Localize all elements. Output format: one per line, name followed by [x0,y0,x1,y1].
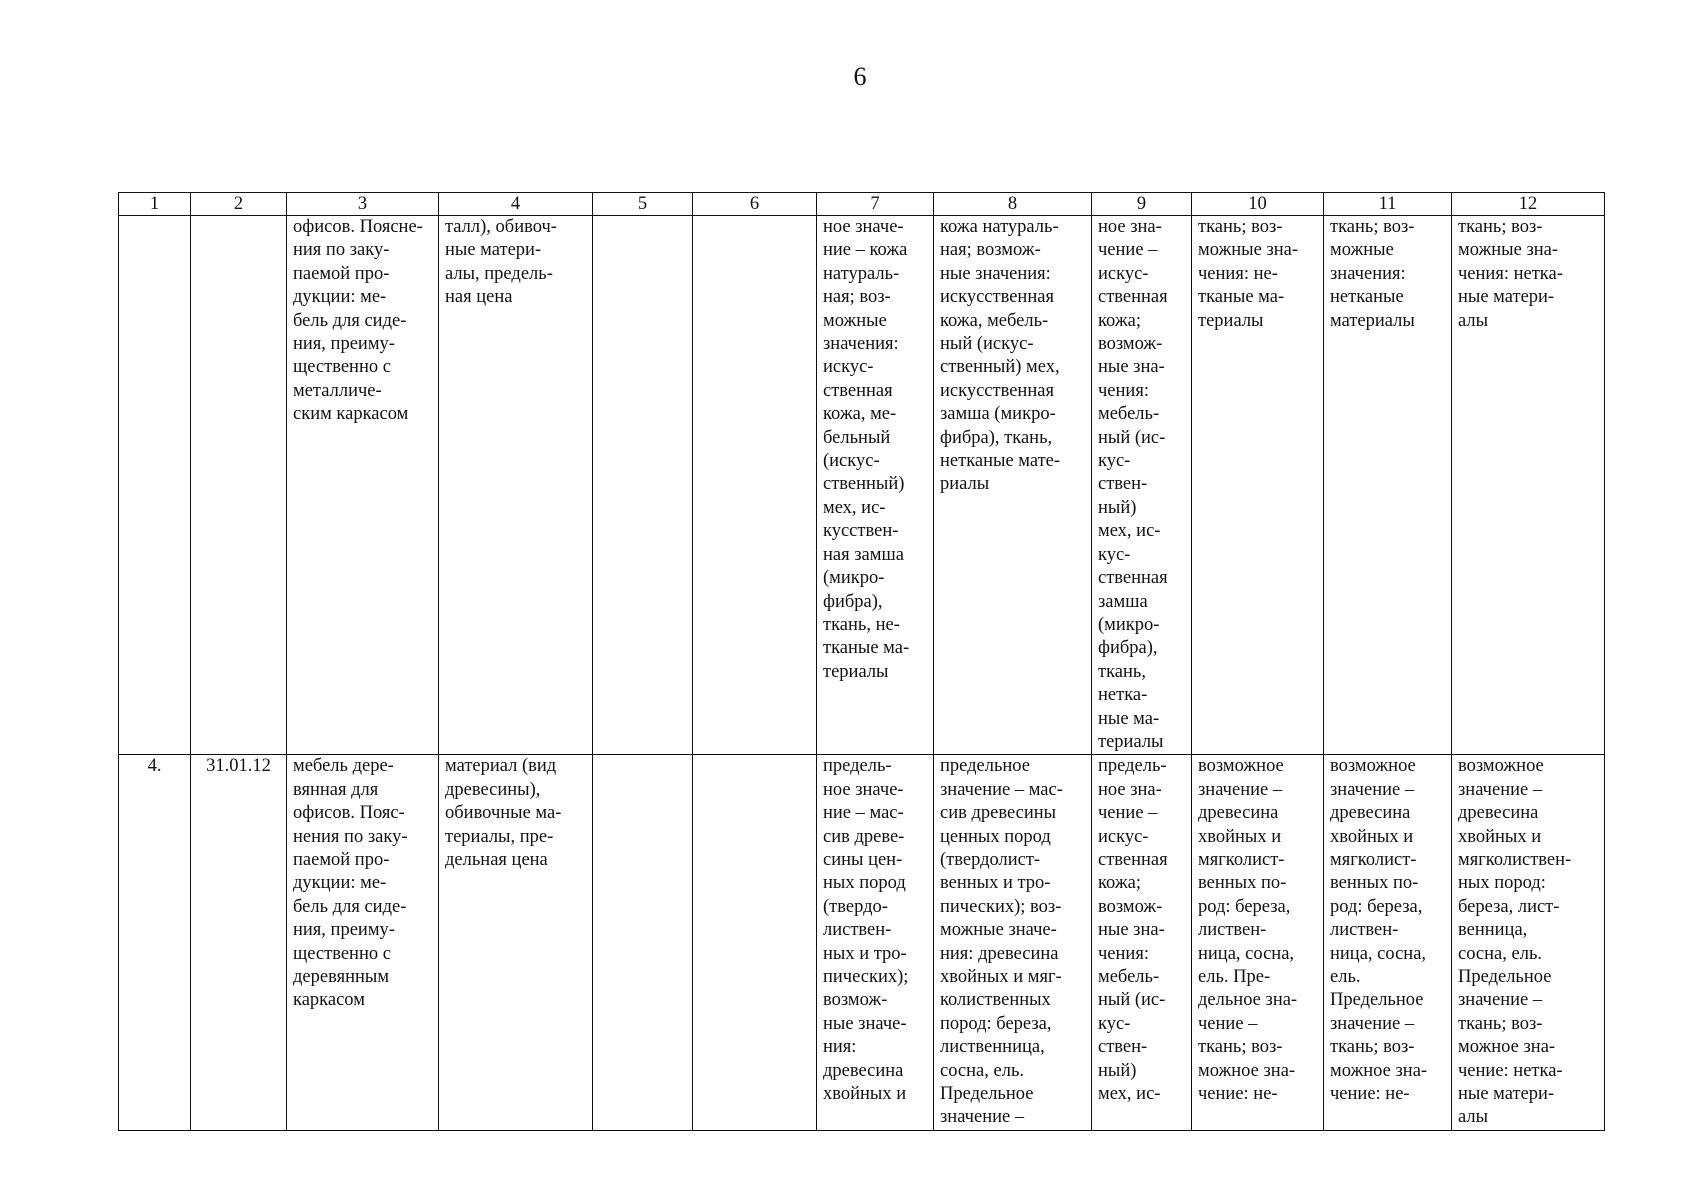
cell-line: (микро- [823,568,885,589]
row-number-cell [119,216,191,755]
cell-line: искусственная [940,287,1054,308]
cell-line: офисов. Поясне- [293,217,423,237]
cell-line: материал (вид [445,756,557,777]
cell-line: ственная [1098,287,1168,308]
cell-line: замша [1098,591,1148,612]
characteristics-cell [439,755,593,1131]
cell-line: ная цена [445,287,513,308]
cell-line: колиственных [940,990,1051,1011]
value-cell-col7 [817,216,934,755]
cell-line: чение – [1098,803,1158,824]
cell-line: значение – [1330,779,1415,800]
value-cell-col11 [1324,216,1452,755]
cell-line: хвойных и [823,1084,907,1105]
cell-line: чения: нетка- [1458,263,1563,284]
cell-line: древесина [823,1060,904,1081]
cell-line: (твердолист- [940,849,1041,870]
cell-line: ткань; воз- [1330,1037,1415,1058]
cell-line: ные матери- [1458,287,1555,308]
cell-line: мягколист- [1198,849,1285,870]
cell-line: можное зна- [1198,1060,1296,1081]
cell-line: мебель- [1098,967,1160,987]
cell-line: венных и тро- [940,873,1051,894]
cell-line: (твердо- [823,896,888,917]
cell-line: кус- [1098,451,1131,472]
column-header: 5 [593,193,693,216]
cell-line: предель- [1098,756,1167,777]
cell-line: возможное [1330,756,1416,777]
cell-line: пических); [823,967,909,987]
cell-line: ния: [823,1037,857,1058]
cell-line: ния по заку- [293,240,390,261]
cell-line: ель. [1330,967,1361,987]
cell-line: чение: не- [1198,1084,1278,1105]
cell-line: значения: [1330,263,1406,284]
cell-line: мех, ис- [823,497,886,518]
column-header: 11 [1324,193,1452,216]
cell-line: каркасом [293,990,365,1011]
cell-line: (искус- [823,451,880,472]
cell-line: ния: древесина [940,943,1059,964]
cell-line: фибра), [1098,638,1158,659]
cell-line: мягколиствен- [1458,849,1572,870]
column-header: 2 [191,193,287,216]
cell-line: листвен- [1198,920,1267,941]
cell-line: обивочные ма- [445,803,562,824]
column-header: 9 [1092,193,1192,216]
cell-line: тканые ма- [1198,287,1285,308]
product-name-cell [287,755,439,1131]
cell-line: можные зна- [1458,240,1559,261]
empty-cell [593,216,693,755]
cell-line: чение: не- [1330,1084,1410,1105]
cell-line: ных пород: [1458,873,1546,894]
cell-line: ткань, [1098,661,1146,682]
cell-line: алы [1458,310,1489,331]
cell-line: нетканые [1330,287,1404,308]
cell-line: ния, преиму- [293,920,395,941]
value-cell-col11 [1324,755,1452,1131]
cell-line: металличе- [293,380,382,401]
cell-line: искус- [1098,826,1149,847]
cell-line: дельная цена [445,849,548,870]
row-number-cell: 4. [119,755,191,1131]
cell-line: ткань; воз- [1458,217,1543,237]
cell-line: ные ма- [1098,708,1160,729]
cell-line: Предельное [1330,990,1424,1011]
cell-line: вянная для [293,779,379,800]
characteristics-cell [439,216,593,755]
cell-line: ные значения: [940,263,1051,284]
cell-line: мягколист- [1330,849,1417,870]
cell-line: возмож- [1098,896,1163,917]
cell-line: бель для сиде- [293,310,407,331]
cell-line: ных и тро- [823,943,907,964]
cell-line: ствен- [1098,1037,1148,1058]
cell-line: венных по- [1330,873,1419,894]
cell-line: кус- [1098,544,1131,565]
value-cell-col8 [934,755,1092,1131]
cell-line: дукции: ме- [293,287,387,308]
cell-line: возмож- [1098,334,1163,355]
cell-line: кожа натураль- [940,217,1059,237]
value-cell-col9 [1092,216,1192,755]
cell-line: ственный) [823,474,905,495]
cell-line: искус- [1098,263,1149,284]
cell-line: ткань; воз- [1330,217,1415,237]
cell-line: алы, предель- [445,263,553,284]
cell-line: ные зна- [1098,920,1165,941]
cell-line: Предельное [940,1084,1034,1105]
cell-line: значение – [1458,779,1543,800]
cell-line: алы [1458,1107,1489,1128]
cell-line: ель. Пре- [1198,967,1271,987]
cell-line: можные зна- [1198,240,1299,261]
cell-line: Предельное [1458,967,1552,987]
cell-line: деревянным [293,967,390,987]
cell-line: береза, лист- [1458,896,1560,917]
value-cell-col8 [934,216,1092,755]
cell-line: натураль- [823,263,900,284]
cell-line: тканые ма- [823,638,910,659]
cell-line: ственная [823,380,893,401]
okpd-code-cell: 31.01.12 [191,755,287,1131]
cell-line: ственная [1098,849,1168,870]
cell-line: можное зна- [1330,1060,1428,1081]
cell-line: ница, сосна, [1198,943,1295,964]
cell-line: можное зна- [1458,1037,1556,1058]
cell-line: ница, сосна, [1330,943,1427,964]
cell-line: значение – мас- [940,779,1063,800]
cell-line: ный) [1098,497,1137,518]
cell-line: мех, ис- [1098,521,1161,542]
cell-line: сины цен- [823,849,903,870]
cell-line: риалы [940,474,990,495]
cell-line: ные матери- [445,240,542,261]
page-number: 6 [853,62,867,91]
cell-line: хвойных и [1330,826,1414,847]
cell-line: териалы [1198,310,1264,331]
cell-line: сосна, ель. [1458,943,1542,964]
cell-line: дельное зна- [1198,990,1298,1011]
cell-line: древесина [1330,803,1411,824]
cell-line: ные матери- [1458,1084,1555,1105]
cell-line: дукции: ме- [293,873,387,894]
cell-line: предель- [823,756,892,777]
cell-line: ное зна- [1098,217,1162,237]
cell-line: ние – мас- [823,803,904,824]
column-header: 10 [1192,193,1324,216]
cell-line: ный) [1098,1060,1137,1081]
empty-cell [693,755,817,1131]
cell-line: кожа; [1098,310,1141,331]
procurement-table [118,192,1605,1131]
cell-line: предельное [940,756,1030,777]
cell-line: чения: [1098,380,1149,401]
cell-line: бель для сиде- [293,896,407,917]
cell-line: замша (микро- [940,404,1056,425]
empty-cell [593,755,693,1131]
cell-line: кожа; [1098,873,1141,894]
column-header: 8 [934,193,1092,216]
cell-line: териалы, пре- [445,826,554,847]
cell-line: сив древе- [823,826,905,847]
cell-line: листвен- [823,920,892,941]
value-cell-col7 [817,755,934,1131]
column-header: 12 [1452,193,1605,216]
cell-line: ткань, не- [823,614,900,635]
cell-line: мебель дере- [293,756,394,777]
cell-line: ное значе- [823,217,904,237]
cell-line: возможное [1198,756,1284,777]
cell-line: ние – кожа [823,240,908,261]
column-header: 7 [817,193,934,216]
cell-line: хвойных и мяг- [940,967,1062,987]
cell-line: лиственница, [940,1037,1045,1058]
cell-line: териалы [1098,731,1164,752]
cell-line: фибра), [823,591,883,612]
cell-line: венных по- [1198,873,1287,894]
cell-line: чение – [1098,240,1158,261]
column-header: 3 [287,193,439,216]
cell-line: ственный) мех, [940,357,1060,378]
cell-line: искус- [823,357,874,378]
cell-line: ный (искус- [940,334,1034,355]
cell-line: сив древесины [940,803,1057,824]
cell-line: ствен- [1098,474,1148,495]
value-cell-col12 [1452,216,1605,755]
cell-line: ная замша [823,544,904,565]
cell-line: фибра), ткань, [940,427,1053,448]
cell-line: паемой про- [293,263,390,284]
cell-line: чение – [1198,1013,1258,1034]
cell-line: древесина [1458,803,1539,824]
cell-line: бельный [823,427,891,448]
cell-line: значение – [1458,990,1543,1011]
value-cell-col9 [1092,755,1192,1131]
cell-line: щественно с [293,943,391,964]
column-number-row [119,193,1605,216]
cell-line: возможное [1458,756,1544,777]
cell-line: хвойных и [1458,826,1542,847]
cell-line: паемой про- [293,849,390,870]
cell-line: нения по заку- [293,826,408,847]
cell-line: ственная [1098,568,1168,589]
cell-line: талл), обивоч- [445,217,557,237]
value-cell-col12 [1452,755,1605,1131]
cell-line: чение: нетка- [1458,1060,1563,1081]
cell-line: можные значе- [940,920,1057,941]
cell-line: ским каркасом [293,404,409,425]
cell-line: кусствен- [823,521,899,542]
cell-line: ное значе- [823,779,904,800]
cell-line: териалы [823,661,889,682]
cell-line: нетка- [1098,685,1148,706]
cell-line: кус- [1098,1013,1131,1034]
cell-line: чения: не- [1198,263,1278,284]
cell-line: (микро- [1098,614,1160,635]
cell-line: ценных пород [940,826,1051,847]
cell-line: ный (ис- [1098,427,1166,448]
cell-line: сосна, ель. [940,1060,1024,1081]
cell-line: венница, [1458,920,1528,941]
cell-line: ткань; воз- [1458,1013,1543,1034]
cell-line: материалы [1330,310,1415,331]
cell-line: офисов. Пояс- [293,803,405,824]
cell-line: род: береза, [1198,896,1291,917]
cell-line: можные [823,310,887,331]
cell-line: значение – [940,1107,1025,1128]
cell-line: ное зна- [1098,779,1162,800]
cell-line: ткань; воз- [1198,1037,1283,1058]
cell-line: ния, преиму- [293,334,395,355]
cell-line: искусственная [940,380,1054,401]
cell-line: ные зна- [1098,357,1165,378]
product-name-cell [287,216,439,755]
okpd-code-cell [191,216,287,755]
cell-line: пических); воз- [940,896,1062,917]
cell-line: древесина [1198,803,1279,824]
cell-line: значение – [1198,779,1283,800]
column-header: 6 [693,193,817,216]
cell-line: ных пород [823,873,906,894]
cell-line: нетканые мате- [940,451,1061,472]
cell-line: мех, ис- [1098,1084,1161,1105]
cell-line: значения: [823,334,899,355]
cell-line: чения: [1098,943,1149,964]
cell-line: ные значе- [823,1013,907,1034]
cell-line: возмож- [823,990,888,1011]
cell-line: щественно с [293,357,391,378]
cell-line: кожа, ме- [823,404,897,425]
table-row [119,216,1605,755]
cell-line: ткань; воз- [1198,217,1283,237]
column-header: 1 [119,193,191,216]
empty-cell [693,216,817,755]
cell-line: ный (ис- [1098,990,1166,1011]
value-cell-col10 [1192,216,1324,755]
cell-line: род: береза, [1330,896,1423,917]
cell-line: пород: береза, [940,1013,1052,1034]
table-row [119,755,1605,1131]
column-header: 4 [439,193,593,216]
cell-line: ная; возмож- [940,240,1041,261]
cell-line: можные [1330,240,1394,261]
value-cell-col10 [1192,755,1324,1131]
cell-line: ная; воз- [823,287,891,308]
cell-line: кожа, мебель- [940,310,1049,331]
cell-line: древесины), [445,779,541,800]
cell-line: значение – [1330,1013,1415,1034]
cell-line: хвойных и [1198,826,1282,847]
cell-line: листвен- [1330,920,1399,941]
cell-line: мебель- [1098,404,1160,425]
